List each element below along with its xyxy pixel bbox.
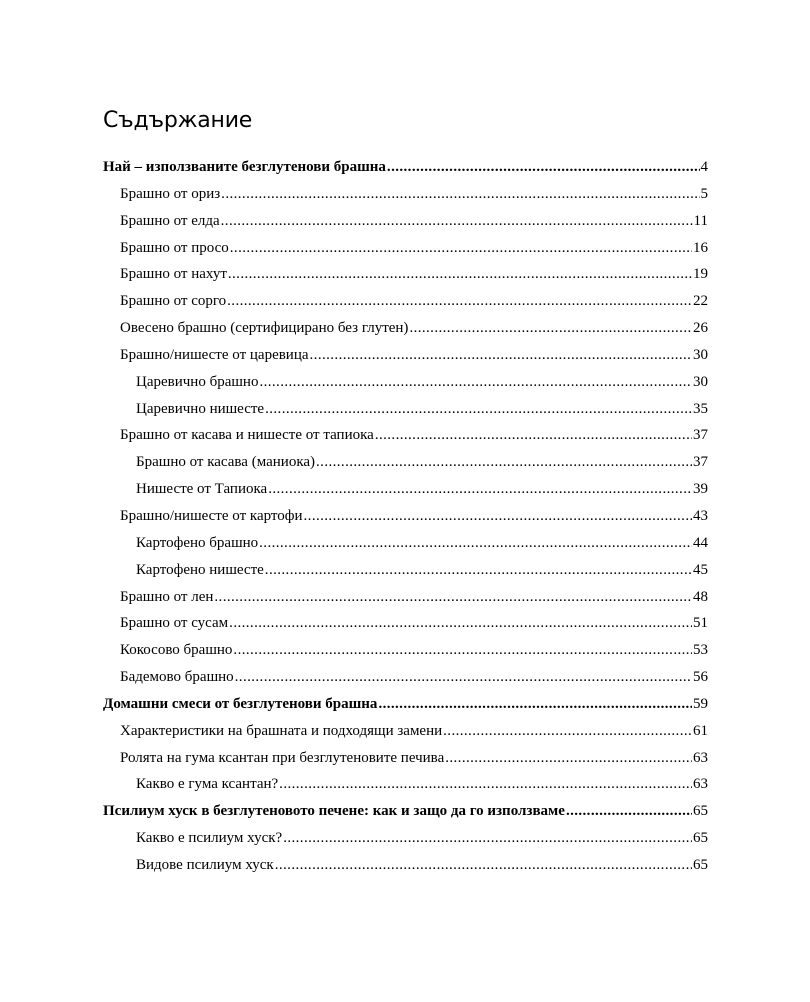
toc-page-number: 5 bbox=[700, 185, 708, 202]
toc-entry[interactable] bbox=[103, 342, 708, 369]
toc-entry-title: Овесено брашно (сертифицирано без глутен) bbox=[120, 320, 409, 337]
toc-page-number: 37 bbox=[693, 427, 708, 444]
toc-entry[interactable] bbox=[103, 208, 708, 235]
toc-entry-title: Брашно от сорго bbox=[120, 293, 227, 310]
toc-dot-leader bbox=[268, 476, 692, 503]
toc-entry[interactable] bbox=[103, 530, 708, 557]
toc-dot-leader bbox=[233, 637, 692, 664]
toc-entry-title: Домашни смеси от безглутенови брашна bbox=[103, 695, 378, 712]
toc-entry-title: Видове псилиум хуск bbox=[136, 856, 274, 873]
toc-entry[interactable] bbox=[103, 422, 708, 449]
toc-page-number: 22 bbox=[693, 293, 708, 310]
toc-entry[interactable] bbox=[103, 476, 708, 503]
toc-page-number: 61 bbox=[693, 722, 708, 739]
toc-entry-title: Брашно/нишесте от картофи bbox=[120, 507, 303, 524]
toc-entry[interactable] bbox=[103, 557, 708, 584]
toc-dot-leader bbox=[229, 610, 692, 637]
toc-page-number: 37 bbox=[693, 454, 708, 471]
toc-entry-title: Картофено брашно bbox=[136, 534, 259, 551]
toc-entry[interactable] bbox=[103, 369, 708, 396]
toc-dot-leader bbox=[316, 449, 692, 476]
toc-entry[interactable] bbox=[103, 235, 708, 262]
toc-dot-leader bbox=[214, 584, 692, 611]
toc-entry-title: Най – използваните безглутенови брашна bbox=[103, 159, 386, 175]
toc-dot-leader bbox=[279, 771, 692, 798]
toc-dot-leader bbox=[259, 369, 692, 396]
toc-entry[interactable] bbox=[103, 637, 708, 664]
toc-entry-title: Характеристики на брашната и подходящи замени bbox=[120, 722, 443, 739]
toc-dot-leader bbox=[310, 342, 692, 369]
toc-dot-leader bbox=[230, 235, 692, 262]
toc-entry[interactable] bbox=[103, 798, 708, 825]
toc-entry-title: Брашно от нахут bbox=[120, 266, 227, 283]
toc-dot-leader bbox=[221, 208, 693, 235]
toc-page-number: 56 bbox=[693, 669, 708, 686]
toc-entry-title: Кокосово брашно bbox=[120, 642, 233, 659]
toc-entry[interactable] bbox=[103, 771, 708, 798]
toc-entry-title: Царевично нишесте bbox=[136, 400, 265, 417]
toc-entry-title: Бадемово брашно bbox=[120, 669, 234, 686]
toc-entry-title: Царевично брашно bbox=[136, 373, 259, 390]
toc-page-number: 45 bbox=[693, 561, 708, 578]
toc-entry[interactable] bbox=[103, 825, 708, 852]
toc-dot-leader bbox=[275, 852, 692, 879]
toc-entry-title: Брашно/нишесте от царевица bbox=[120, 346, 309, 363]
toc-entry-title: Нишесте от Тапиока bbox=[136, 481, 268, 498]
toc-dot-leader bbox=[566, 798, 692, 825]
toc-page-number: 11 bbox=[693, 212, 708, 229]
toc-page-number: 44 bbox=[693, 534, 708, 551]
toc-entry[interactable] bbox=[103, 261, 708, 288]
toc-page-number: 35 bbox=[693, 400, 708, 417]
toc-entry[interactable] bbox=[103, 503, 708, 530]
toc-entry[interactable] bbox=[103, 584, 708, 611]
toc-dot-leader bbox=[387, 154, 700, 181]
toc-entry-title: Картофено нишесте bbox=[136, 561, 264, 578]
toc-entry-title: Ролята на гума ксантан при безглутеновите печива bbox=[120, 749, 445, 766]
toc-page-number: 65 bbox=[693, 856, 708, 873]
toc-title: Съдържание bbox=[103, 108, 253, 133]
toc-page-number: 30 bbox=[693, 373, 708, 390]
toc-entry-title: Брашно от касава (маниока) bbox=[136, 454, 316, 471]
toc-page-number: 59 bbox=[693, 695, 708, 712]
toc-page-number: 48 bbox=[693, 588, 708, 605]
toc-page-number: 30 bbox=[693, 346, 708, 363]
toc-entry-title: Брашно от просо bbox=[120, 239, 229, 256]
toc-entry-title: Псилиум хуск в безглутеновото печене: как и защо да го използваме bbox=[103, 803, 565, 820]
toc-page-number: 39 bbox=[693, 481, 708, 498]
toc-page-number: 51 bbox=[693, 615, 708, 632]
toc-entry[interactable] bbox=[103, 664, 708, 691]
toc-entry[interactable] bbox=[103, 610, 708, 637]
toc-page-number: 16 bbox=[693, 239, 708, 256]
toc-page-number: 65 bbox=[693, 803, 708, 820]
toc-dot-leader bbox=[378, 691, 692, 718]
toc-page-number: 4 bbox=[700, 159, 708, 175]
toc-dot-leader bbox=[259, 530, 692, 557]
toc-page-number: 63 bbox=[693, 776, 708, 793]
toc-dot-leader bbox=[443, 718, 692, 745]
toc-entry[interactable] bbox=[103, 396, 708, 423]
toc-entry-title: Какво е гума ксантан? bbox=[136, 776, 279, 793]
toc-dot-leader bbox=[235, 664, 692, 691]
toc-list bbox=[103, 154, 708, 879]
toc-entry[interactable] bbox=[103, 181, 708, 208]
toc-dot-leader bbox=[375, 422, 692, 449]
toc-dot-leader bbox=[265, 557, 692, 584]
toc-entry-title: Брашно от ориз bbox=[120, 185, 221, 202]
toc-dot-leader bbox=[283, 825, 692, 852]
toc-dot-leader bbox=[445, 745, 692, 772]
toc-entry-title: Брашно от лен bbox=[120, 588, 214, 605]
toc-entry[interactable] bbox=[103, 154, 708, 181]
toc-entry-title: Брашно от сусам bbox=[120, 615, 229, 632]
toc-entry[interactable] bbox=[103, 691, 708, 718]
toc-entry-title: Какво е псилиум хуск? bbox=[136, 830, 283, 847]
toc-page-number: 65 bbox=[693, 830, 708, 847]
toc-page-number: 63 bbox=[693, 749, 708, 766]
toc-entry[interactable] bbox=[103, 315, 708, 342]
toc-dot-leader bbox=[227, 288, 692, 315]
toc-page-number: 19 bbox=[693, 266, 708, 283]
toc-dot-leader bbox=[409, 315, 692, 342]
toc-dot-leader bbox=[265, 396, 692, 423]
toc-entry[interactable] bbox=[103, 718, 708, 745]
toc-entry[interactable] bbox=[103, 449, 708, 476]
toc-page-number: 26 bbox=[693, 320, 708, 337]
toc-page-number: 43 bbox=[693, 507, 708, 524]
toc-entry-title: Брашно от касава и нишесте от тапиока bbox=[120, 427, 374, 444]
toc-entry[interactable] bbox=[103, 745, 708, 772]
toc-entry[interactable] bbox=[103, 852, 708, 879]
toc-page-number: 53 bbox=[693, 642, 708, 659]
toc-entry-title: Брашно от елда bbox=[120, 212, 220, 229]
toc-dot-leader bbox=[228, 261, 692, 288]
toc-dot-leader bbox=[221, 181, 699, 208]
toc-entry[interactable] bbox=[103, 288, 708, 315]
toc-dot-leader bbox=[304, 503, 692, 530]
